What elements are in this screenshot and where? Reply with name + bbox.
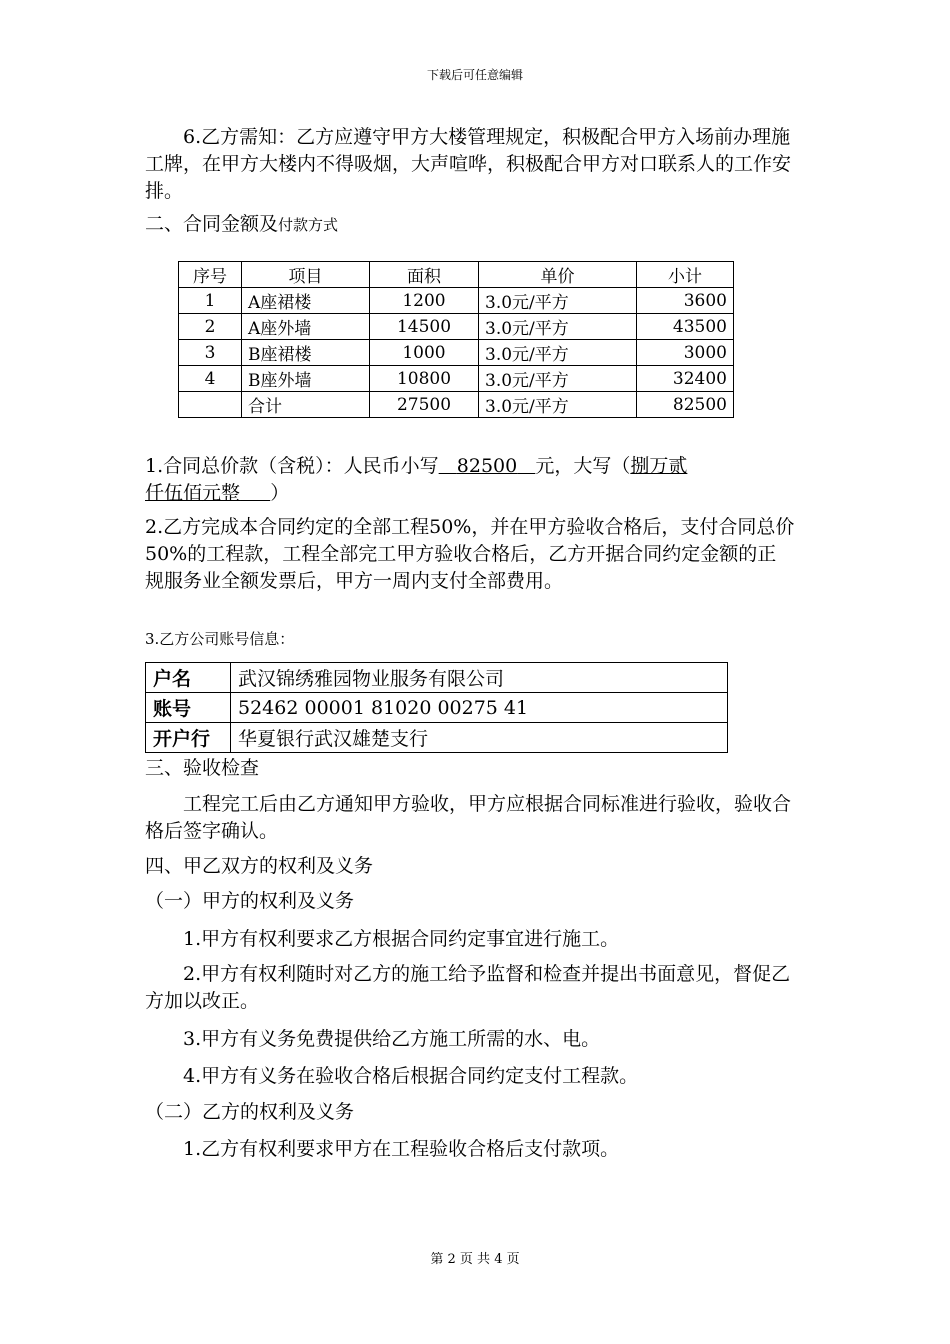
table-cell: 合计 [242, 392, 370, 418]
section-2-main: 二、合同金额及 [145, 213, 279, 235]
total-amount-value: 82500 [456, 455, 518, 477]
total-mid: 元，大写（ [535, 455, 631, 477]
subsection-b-heading: （二）乙方的权利及义务 [145, 1101, 355, 1123]
b-item-1: 1.乙方有权利要求甲方在工程验收合格后支付款项。 [183, 1138, 620, 1160]
table-row [179, 366, 734, 392]
total-amount-lower [439, 455, 536, 477]
table-row [179, 314, 734, 340]
account-row [146, 663, 728, 693]
page-footer: 第 2 页 共 4 页 [430, 1252, 520, 1267]
account-table [145, 662, 728, 753]
table-cell: 4 [179, 366, 242, 392]
section-2-small: 付款方式 [278, 216, 339, 234]
total-upper-b-wrap [145, 482, 270, 504]
header-cell: 小计 [637, 262, 734, 288]
table-cell: A座裙楼 [242, 288, 370, 314]
table-cell: A座外墙 [242, 314, 370, 340]
table-cell: 43500 [637, 314, 734, 340]
total-upper-a: 捌万贰 [630, 455, 688, 477]
account-row [146, 693, 728, 723]
a-item-2: 2.甲方有权利随时对乙方的施工给予监督和检查并提出书面意见，督促乙方加以改正。 [145, 963, 791, 1012]
section-3-heading: 三、验收检查 [145, 757, 260, 779]
table-cell: 1 [179, 288, 242, 314]
section-2-heading [145, 211, 795, 239]
page-header: 下载后可任意编辑 [426, 68, 523, 82]
table-cell [179, 392, 242, 418]
account-name-label: 户名 [146, 663, 231, 693]
table-cell: 1200 [370, 288, 479, 314]
table-cell: 3.0元/平方 [479, 314, 637, 340]
notice-paragraph: 6.乙方需知：乙方应遵守甲方大楼管理规定，积极配合甲方入场前办理施工牌，在甲方大楼内不得吸烟，大声喧哗，积极配合甲方对口联系人的工作安排。 [145, 126, 792, 202]
payment-paragraph: 2.乙方完成本合同约定的全部工程50%，并在甲方验收合格后，支付合同总价50%的工程款，工程全部完工甲方验收合格后，乙方开据合同约定金额的正规服务业全额发票后，甲方一周内支付全部费用。 [145, 516, 795, 592]
total-price-paragraph [145, 453, 795, 507]
table-cell: 1000 [370, 340, 479, 366]
table-cell: B座外墙 [242, 366, 370, 392]
header-cell: 序号 [179, 262, 242, 288]
table-cell: 3.0元/平方 [479, 392, 637, 418]
table-cell: 2 [179, 314, 242, 340]
account-bank-value: 华夏银行武汉雄楚支行 [231, 723, 728, 753]
total-prefix: 1.合同总价款（含税）：人民币小写 [145, 455, 439, 477]
table-total-row [179, 392, 734, 418]
table-cell: 3600 [637, 288, 734, 314]
account-name-value: 武汉锦绣雅园物业服务有限公司 [231, 663, 728, 693]
subsection-a-heading: （一）甲方的权利及义务 [145, 890, 355, 912]
a-item-1: 1.甲方有权利要求乙方根据合同约定事宜进行施工。 [183, 928, 620, 950]
header-cell: 面积 [370, 262, 479, 288]
table-cell: 10800 [370, 366, 479, 392]
account-row [146, 723, 728, 753]
header-cell: 项目 [242, 262, 370, 288]
table-cell: 27500 [370, 392, 479, 418]
table-cell: B座裙楼 [242, 340, 370, 366]
table-cell: 3.0元/平方 [479, 340, 637, 366]
table-cell: 82500 [637, 392, 734, 418]
total-upper-b: 仟伍佰元整 [145, 482, 241, 504]
account-title: 3.乙方公司账号信息： [145, 630, 295, 648]
acceptance-paragraph: 工程完工后由乙方通知甲方验收，甲方应根据合同标准进行验收，验收合格后签字确认。 [145, 793, 792, 842]
header-cell: 单价 [479, 262, 637, 288]
table-row [179, 288, 734, 314]
total-suffix: ） [270, 482, 290, 504]
account-number-value: 52462 00001 81020 00275 41 [231, 693, 728, 723]
table-header-row [179, 262, 734, 288]
table-cell: 32400 [637, 366, 734, 392]
price-table [178, 261, 734, 418]
table-cell: 3000 [637, 340, 734, 366]
a-item-4: 4.甲方有义务在验收合格后根据合同约定支付工程款。 [183, 1065, 639, 1087]
table-cell: 14500 [370, 314, 479, 340]
table-cell: 3 [179, 340, 242, 366]
table-cell: 3.0元/平方 [479, 288, 637, 314]
table-cell: 3.0元/平方 [479, 366, 637, 392]
account-bank-label: 开户行 [146, 723, 231, 753]
section-4-heading: 四、甲乙双方的权利及义务 [145, 855, 374, 877]
account-number-label: 账号 [146, 693, 231, 723]
a-item-3: 3.甲方有义务免费提供给乙方施工所需的水、电。 [183, 1028, 601, 1050]
table-row [179, 340, 734, 366]
